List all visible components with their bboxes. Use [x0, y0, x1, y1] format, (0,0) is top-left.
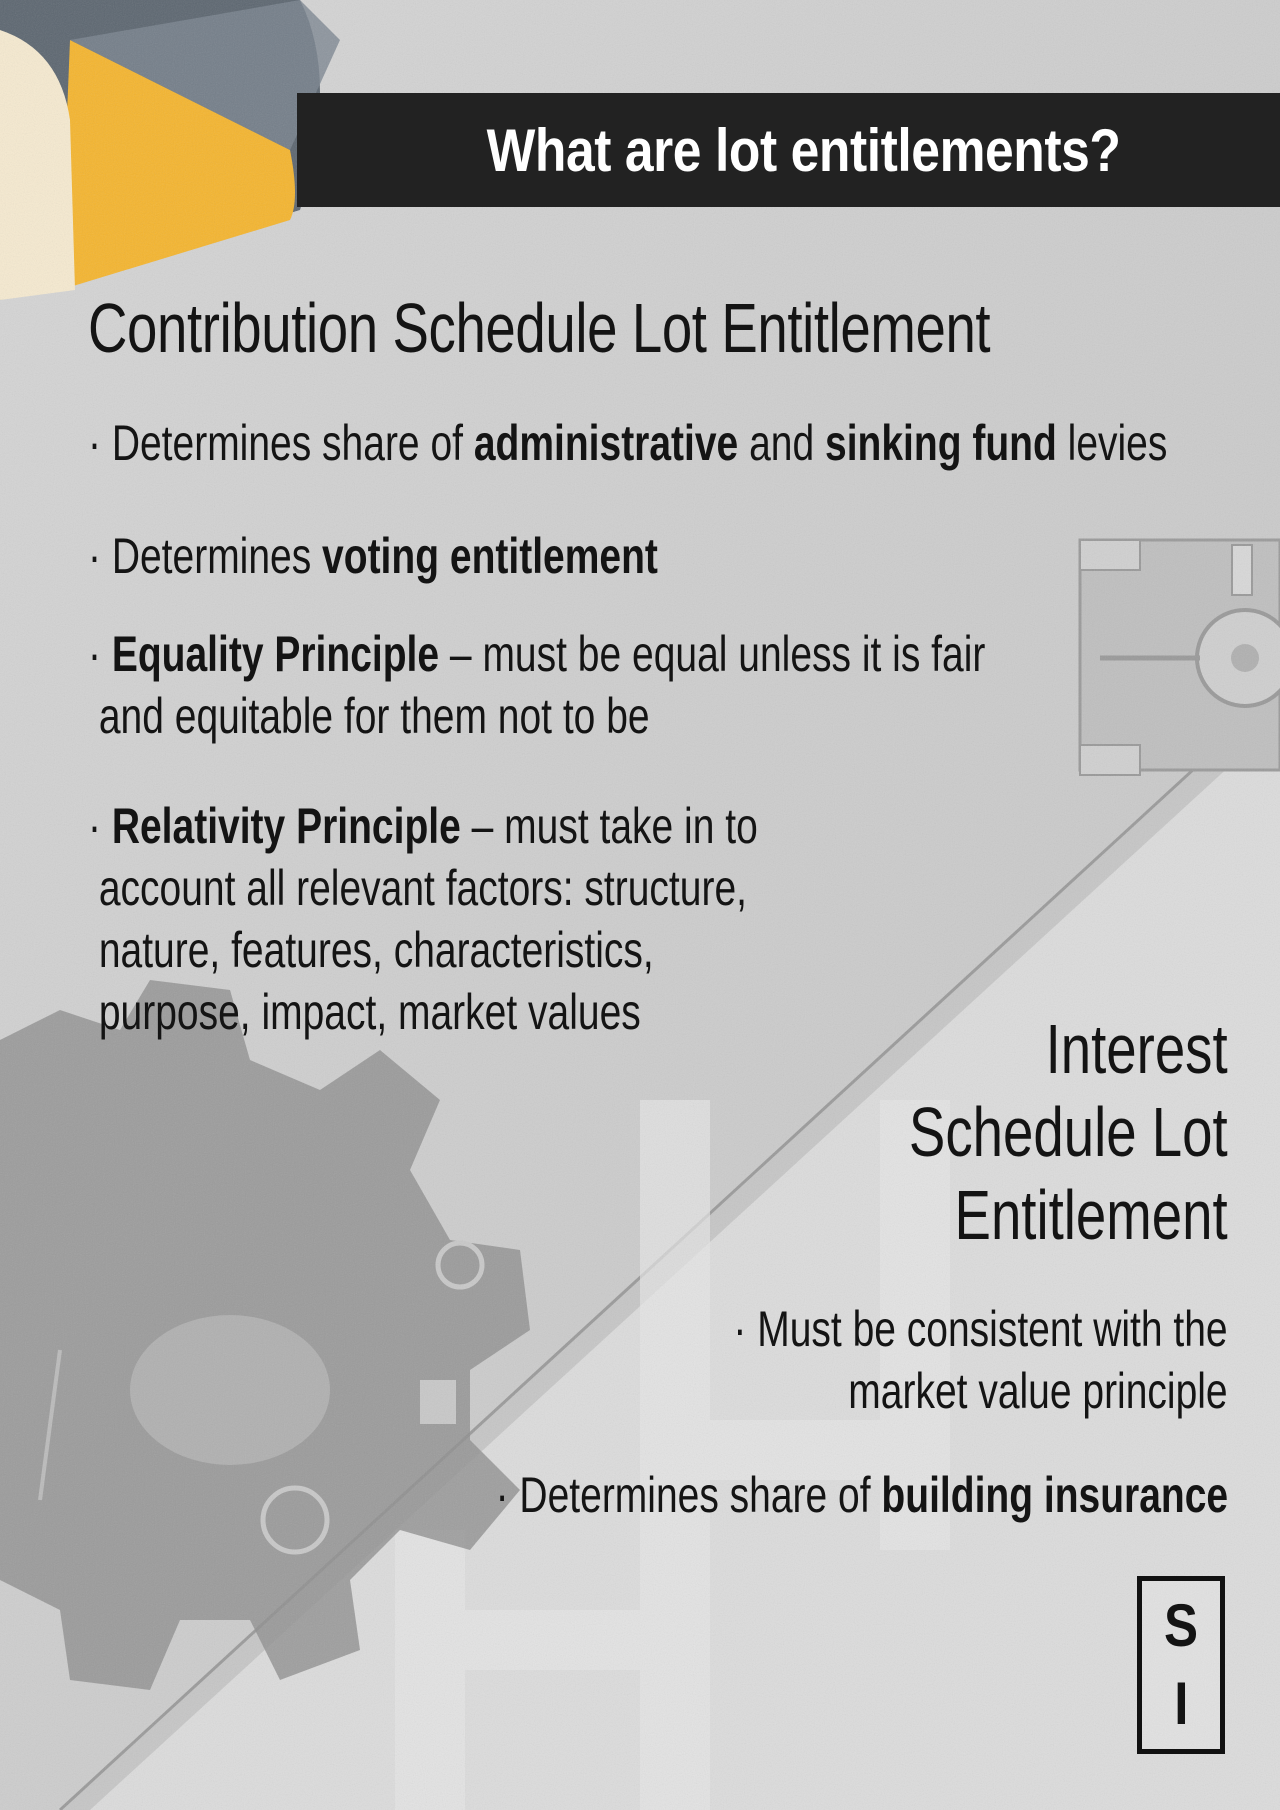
interest-bullet-market-value: · Must be consistent with the market value principle — [733, 1301, 1228, 1419]
bullet-text: and equitable for them not to be — [98, 688, 650, 744]
bullet-bold: voting entitlement — [322, 528, 658, 584]
logo-letter-s: S — [1163, 1592, 1199, 1659]
bullet-bold: Relativity Principle — [111, 798, 461, 854]
bullet-text: purpose, impact, market values — [98, 984, 641, 1040]
bullet-text: – must take in to — [460, 798, 758, 854]
bullet-text: Determines share of — [111, 415, 474, 471]
bullet-text: and — [738, 415, 826, 471]
bullet-bold: building insurance — [881, 1467, 1228, 1523]
interest-bullet-insurance: · Determines share of building insurance — [495, 1467, 1228, 1523]
contribution-bullet-relativity: · Relativity Principle – must take in to account all relevant factors: structure, nature, features, characteristics, purpose, impact, market values — [88, 798, 758, 1040]
interest-heading — [909, 1008, 1228, 1257]
interest-heading-line: Schedule Lot — [909, 1093, 1228, 1171]
interest-heading-line: Interest — [1045, 1010, 1228, 1088]
contribution-bullet-equality: · Equality Principle – must be equal unless it is fair and equitable for them not to be — [88, 626, 986, 744]
bullet-bold: Equality Principle — [111, 626, 440, 682]
page-title: What are lot entitlements? — [486, 116, 1121, 184]
bullet-text: Determines — [111, 528, 323, 584]
interest-heading-line: Entitlement — [954, 1176, 1228, 1254]
bullet-text: – must be equal unless it is fair — [439, 626, 986, 682]
bullet-bold: sinking fund — [825, 415, 1057, 471]
bullet-bold: administrative — [473, 415, 739, 471]
bullet-text: Must be consistent with the — [757, 1301, 1228, 1357]
title-bar — [297, 93, 1280, 207]
logo-letter-i: I — [1173, 1670, 1189, 1737]
bullet-text: account all relevant factors: structure, — [98, 860, 747, 916]
contribution-heading: Contribution Schedule Lot Entitlement — [88, 289, 991, 367]
bullet-text: market value principle — [848, 1363, 1228, 1419]
contribution-bullet-voting: · Determines voting entitlement — [88, 528, 658, 584]
bullet-text: Determines share of — [519, 1467, 882, 1523]
contribution-bullet-levies: · Determines share of administrative and sinking fund levies — [88, 415, 1168, 471]
bullet-text: nature, features, characteristics, — [98, 922, 654, 978]
si-logo — [1137, 1576, 1225, 1754]
bullet-text: levies — [1056, 415, 1168, 471]
